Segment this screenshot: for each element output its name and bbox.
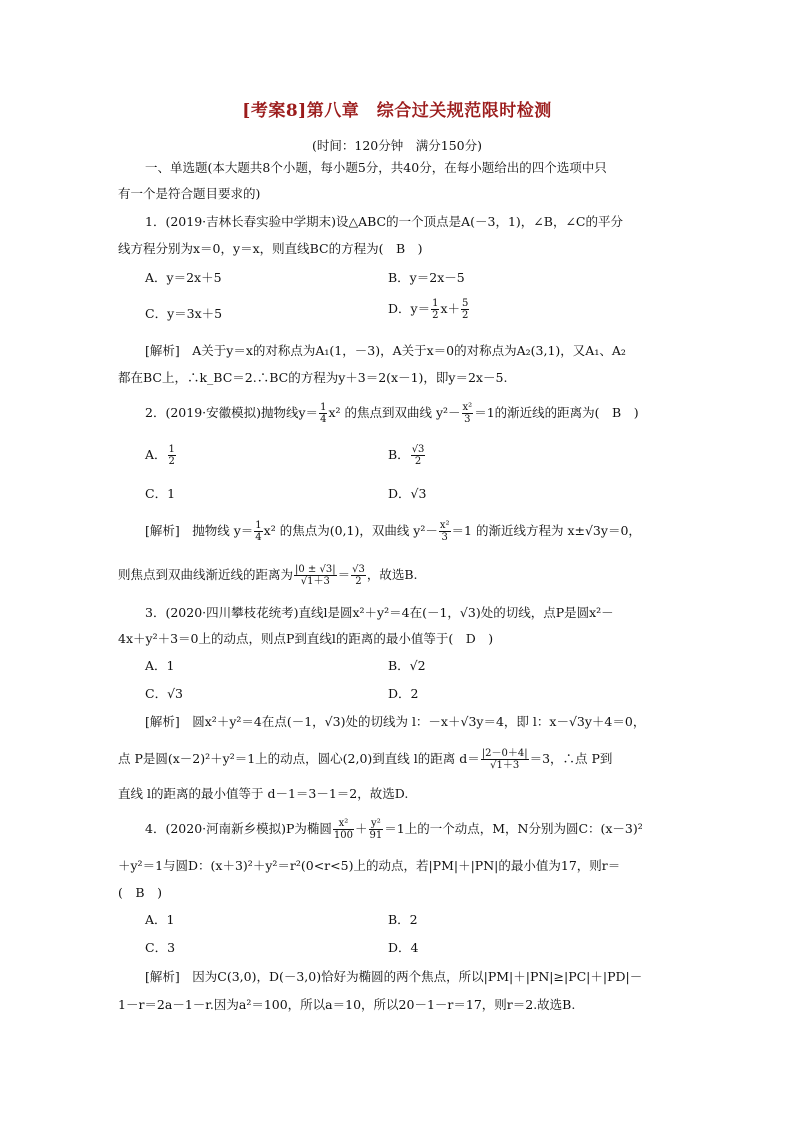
q1-option-d-frac2 [461, 298, 469, 321]
frac-denominator: 3 [441, 532, 448, 543]
q2-stem-part3: ＝1的渐近线的距离为( B ) [474, 405, 639, 420]
q2-solution2-part3: ，故选B. [366, 567, 418, 582]
frac-denominator: 3 [464, 414, 471, 425]
q2-option-a-label: A． [145, 447, 167, 462]
q4-option-a: A．1 [145, 912, 175, 927]
q1-option-d [388, 298, 470, 321]
frac-numerator: √3 [352, 564, 365, 575]
q4-solution-line2: 1－r＝2a－1－r.因为a²＝100，所以a＝10，所以20－1－r＝17，则r＝2.故选B. [118, 997, 576, 1012]
q2-stem-part1: 2．(2019·安徽模拟)抛物线y＝ [145, 405, 319, 420]
q4-option-c: C．3 [145, 940, 176, 955]
frac-numerator: 1 [255, 520, 262, 531]
q2-option-b-label: B． [388, 447, 410, 462]
q1-stem-line2: 线方程分别为x＝0，y＝x，则直线BC的方程为( B ) [118, 241, 423, 256]
q2-solution-part2: x² 的焦点为(0,1)，双曲线 y²－ [263, 523, 438, 538]
q3-solution2-part2: ＝3，∴点 P到 [529, 751, 613, 766]
q3-solution-line1: [解析] 圆x²＋y²＝4在点(－1，√3)处的切线为 l：－x＋√3y＝4，即 l：x－√3y＋4＝0， [145, 714, 646, 729]
q1-option-b: B．y＝2x－5 [388, 270, 465, 285]
q1-option-c: C．y＝3x＋5 [145, 306, 223, 321]
frac-denominator: 2 [355, 576, 362, 587]
q3-solution2-frac [481, 748, 529, 771]
q2-solution-frac2 [439, 520, 451, 543]
frac-denominator: 2 [414, 456, 422, 467]
q2-solution-part3: ＝1 的渐近线方程为 x±√3y＝0， [451, 523, 641, 538]
q4-option-d: D．4 [388, 940, 419, 955]
q4-stem-part2: ＋ [355, 821, 368, 836]
q2-stem-frac1 [319, 402, 327, 425]
frac-numerator: |0 ± √3| [295, 564, 336, 575]
q1-solution-line1: [解析] A关于y＝x的对称点为A₁(1，－3)，A关于x＝0的对称点为A₂(3,1)，又A₁、A₂ [145, 343, 626, 358]
q2-option-d: D．√3 [388, 486, 427, 501]
q2-option-b [388, 444, 426, 467]
frac-denominator: √1＋3 [490, 760, 520, 771]
frac-numerator: x² [333, 818, 354, 830]
q2-solution2-frac1 [294, 564, 337, 587]
q2-solution-line1 [145, 520, 641, 543]
frac-denominator: 91 [369, 830, 383, 841]
section-heading-line1: 一、单选题(本大题共8个小题，每小题5分，共40分，在每小题给出的四个选项中只 [145, 160, 607, 175]
frac-numerator: y² [369, 818, 384, 830]
q4-stem-line1 [145, 818, 643, 841]
q1-solution-line2: 都在BC上，∴k_BC＝2.∴BC的方程为y＋3＝2(x－1)，即y＝2x－5. [118, 370, 508, 385]
frac-numerator: 1 [168, 444, 175, 455]
q2-solution-line2 [118, 564, 418, 587]
q1-option-a: A．y＝2x＋5 [145, 270, 222, 285]
frac-numerator: |2－0＋4| [481, 748, 528, 759]
frac-denominator: 2 [432, 310, 439, 321]
exam-info: (时间：120分钟 满分150分) [312, 138, 482, 153]
q1-option-d-prefix: D．y＝ [388, 301, 431, 316]
q3-option-c: C．√3 [145, 686, 183, 701]
q4-stem-frac1 [333, 818, 354, 841]
page-title: [考案8]第八章 综合过关规范限时检测 [242, 101, 552, 121]
q4-stem-part1: 4．(2020·河南新乡模拟)P为椭圆 [145, 821, 332, 836]
frac-denominator: 4 [255, 532, 262, 543]
frac-numerator: x² [462, 402, 473, 413]
frac-denominator: 100 [333, 830, 353, 841]
q4-stem-frac2 [369, 818, 384, 841]
frac-numerator: x² [439, 520, 450, 531]
q3-option-d: D．2 [388, 686, 419, 701]
q4-option-b: B．2 [388, 912, 418, 927]
frac-denominator: √1＋3 [300, 576, 330, 587]
q2-stem-part2: x² 的焦点到双曲线 y²－ [328, 405, 461, 420]
q2-option-a-frac [168, 444, 176, 467]
q3-option-a: A．1 [145, 658, 175, 673]
q2-option-a [145, 444, 177, 467]
q1-option-d-mid: x＋ [440, 301, 461, 316]
q2-stem-frac2 [462, 402, 474, 425]
q2-solution-frac1 [254, 520, 262, 543]
q2-solution-part1: [解析] 抛物线 y＝ [145, 523, 254, 538]
frac-denominator: 4 [320, 414, 327, 425]
frac-numerator: 5 [462, 298, 469, 309]
q3-solution-line3: 直线 l的距离的最小值等于 d－1＝3－1＝2，故选D. [118, 786, 409, 801]
frac-numerator: √3 [411, 444, 425, 455]
frac-numerator: 1 [432, 298, 439, 309]
section-heading-line2: 有一个是符合题目要求的) [118, 186, 261, 201]
q2-solution2-part1: 则焦点到双曲线渐近线的距离为 [118, 567, 294, 582]
q4-solution-line1: [解析] 因为C(3,0)，D(－3,0)恰好为椭圆的两个焦点，所以|PM|＋|PN|≥|PC|＋|PD|－ [145, 969, 643, 984]
q2-stem [145, 402, 639, 425]
q2-option-c: C．1 [145, 486, 176, 501]
q2-solution2-part2: ＝ [337, 567, 351, 582]
frac-denominator: 2 [462, 310, 469, 321]
frac-numerator: 1 [320, 402, 327, 413]
q4-stem-part3: ＝1上的一个动点，M，N分别为圆C：(x－3)² [384, 821, 643, 836]
q3-stem-line1: 3．(2020·四川攀枝花统考)直线l是圆x²＋y²＝4在(－1，√3)处的切线，点P是圆x²－ [145, 605, 614, 620]
q3-option-b: B．√2 [388, 658, 426, 673]
q3-solution-line2 [118, 748, 612, 771]
q4-stem-line2: ＋y²＝1与圆D：(x＋3)²＋y²＝r²(0<r<5)上的动点，若|PM|＋|PN|的最小值为17，则r＝ [118, 858, 621, 873]
frac-denominator: 2 [168, 456, 175, 467]
q4-stem-line3: ( B ) [118, 885, 162, 900]
q3-stem-line2: 4x＋y²＋3＝0上的动点，则点P到直线l的距离的最小值等于( D ) [118, 631, 494, 646]
q1-stem-line1: 1．(2019·吉林长春实验中学期末)设△ABC的一个顶点是A(－3，1)，∠B，∠C的平分 [145, 214, 623, 229]
q2-solution2-frac2 [351, 564, 366, 587]
q2-option-b-frac [411, 444, 426, 467]
q1-option-d-frac1 [431, 298, 439, 321]
q3-solution2-part1: 点 P是圆(x－2)²＋y²＝1上的动点，圆心(2,0)到直线 l的距离 d＝ [118, 751, 480, 766]
